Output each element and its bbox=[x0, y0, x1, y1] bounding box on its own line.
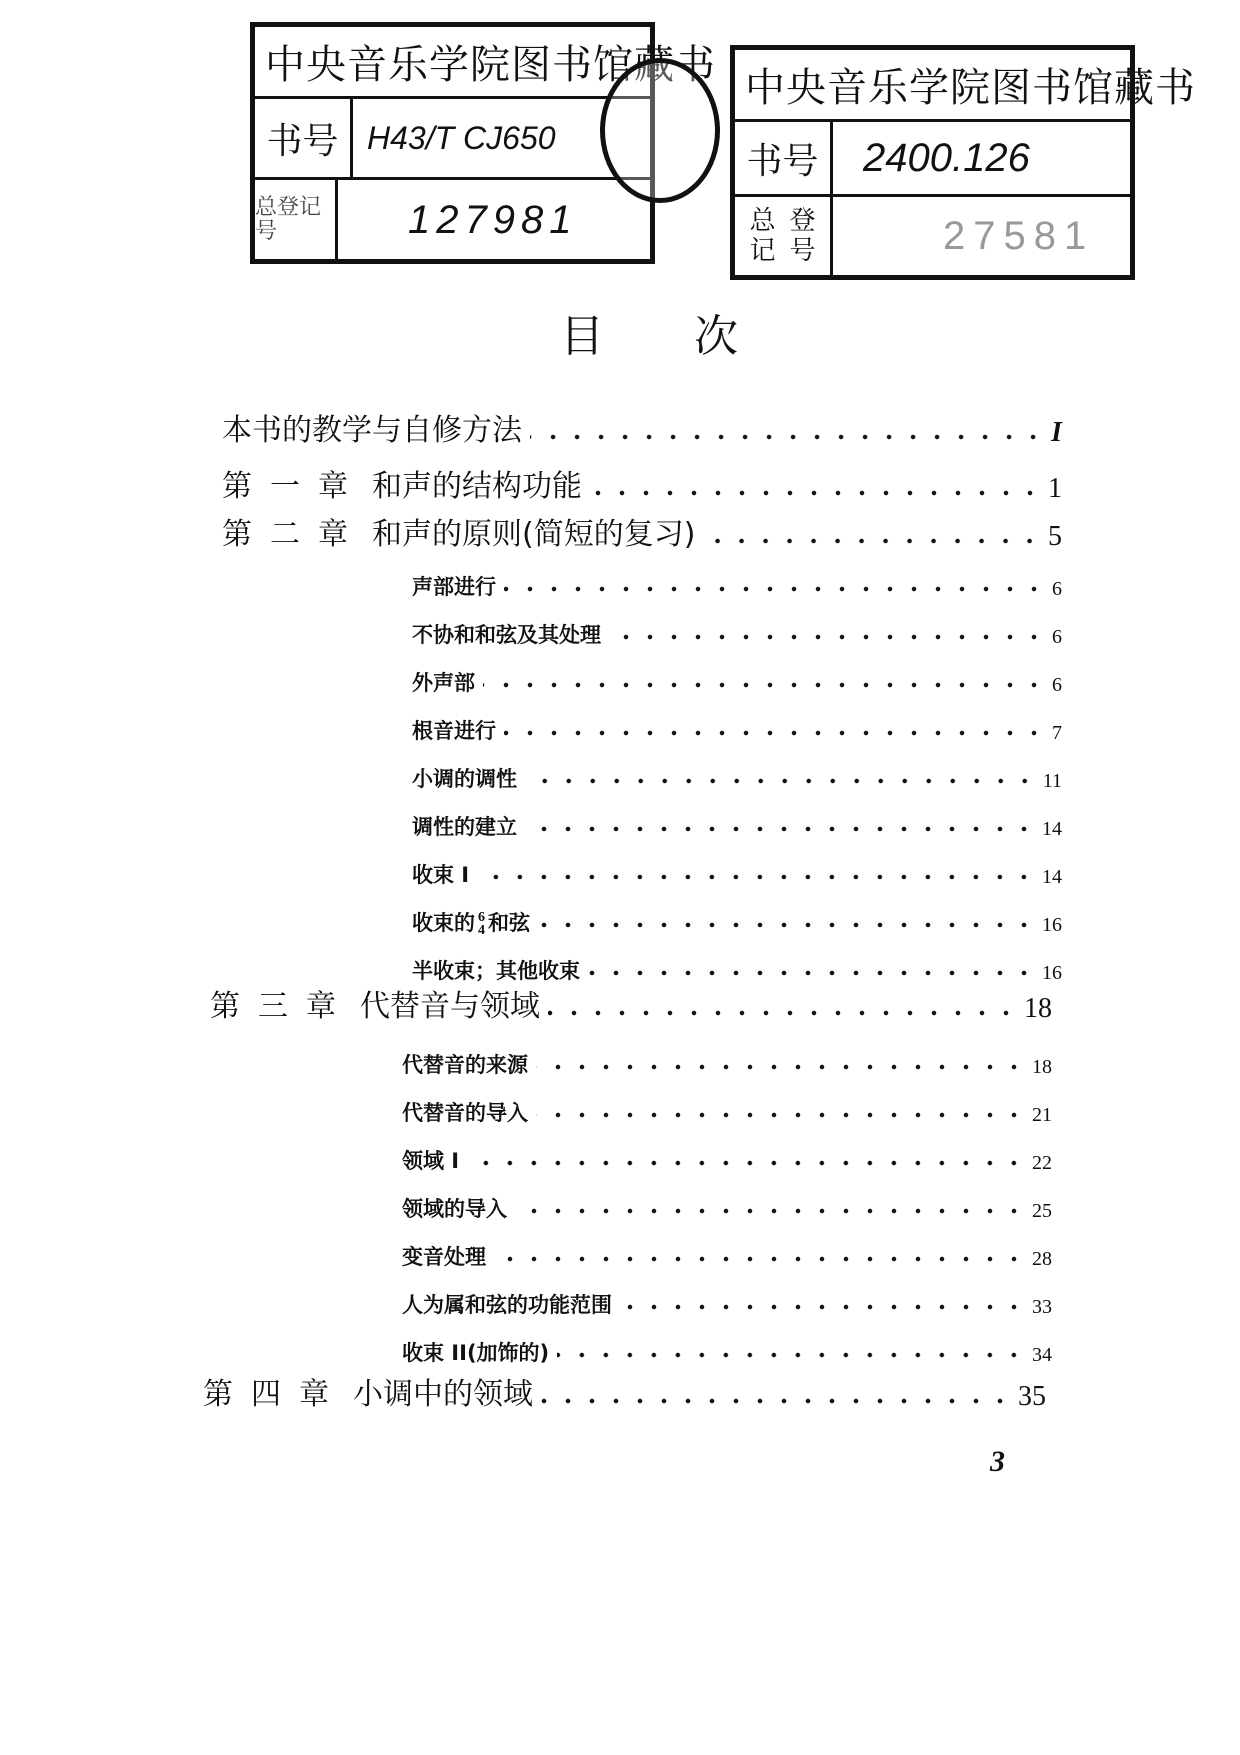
toc-page-number: 6 bbox=[1052, 674, 1062, 696]
dot-leader bbox=[536, 1111, 1026, 1119]
stamp-reg-number: 127981 bbox=[408, 197, 578, 242]
label-text: 收束 II(加饰的) bbox=[402, 1341, 550, 1365]
label-text: 和弦 bbox=[488, 911, 530, 935]
toc-entry bbox=[402, 1235, 1052, 1271]
chapter-number: 第二章 bbox=[222, 517, 366, 552]
toc-page-number: 6 bbox=[1052, 626, 1062, 648]
stamp-reg-label bbox=[735, 197, 833, 275]
toc-entry-label bbox=[412, 763, 517, 793]
figured-bass-fraction bbox=[478, 911, 485, 937]
label-text: 领域 I bbox=[402, 1149, 460, 1173]
toc-entry-label bbox=[412, 571, 496, 601]
toc-page-number: 1 bbox=[1048, 473, 1062, 504]
toc-entry bbox=[412, 949, 1062, 985]
toc-entry bbox=[402, 1187, 1052, 1223]
toc-page-number: 18 bbox=[1024, 993, 1052, 1024]
stamp-reg-number: 27581 bbox=[943, 213, 1095, 258]
page-number: 3 bbox=[990, 1445, 1005, 1478]
frac-den: 4 bbox=[478, 923, 485, 938]
toc-page-number: 22 bbox=[1032, 1152, 1052, 1174]
stamp-title: 中央音乐学院图书馆藏书 bbox=[735, 50, 1130, 122]
label-text: 调性的建立 bbox=[412, 815, 517, 839]
toc-page-number: 34 bbox=[1032, 1344, 1052, 1366]
label-text: 人为属和弦的功能范围 bbox=[402, 1293, 612, 1317]
dot-leader bbox=[467, 1159, 1026, 1167]
stamp-call-label: 书号 bbox=[255, 99, 353, 177]
toc-page-number: 14 bbox=[1042, 818, 1062, 840]
toc-entry bbox=[412, 853, 1062, 889]
toc-entry bbox=[402, 1043, 1052, 1079]
dot-leader bbox=[504, 585, 1046, 593]
toc-entry-label bbox=[402, 1193, 507, 1223]
label-text: 收束 I bbox=[412, 863, 470, 887]
toc-page-number: 5 bbox=[1048, 521, 1062, 552]
label-text: 外声部 bbox=[412, 671, 475, 695]
toc-entry-label bbox=[402, 1337, 549, 1367]
label-text: 和声的结构功能 bbox=[372, 469, 582, 504]
chapter-number: 第四章 bbox=[203, 1377, 347, 1412]
toc-page-number: 16 bbox=[1042, 962, 1062, 984]
toc-page-number: 6 bbox=[1052, 578, 1062, 600]
label-text: 收束的 bbox=[412, 911, 475, 935]
dot-leader bbox=[536, 1063, 1026, 1071]
stamp-reg-label: 总登记号 bbox=[255, 180, 338, 260]
label-text: 代替音的导入 bbox=[402, 1101, 528, 1125]
toc-entry bbox=[402, 1139, 1052, 1175]
stamp-call-number: H43/T CJ650 bbox=[367, 119, 556, 156]
toc-page-number: 25 bbox=[1032, 1200, 1052, 1222]
toc-entry-label bbox=[412, 715, 496, 745]
toc-entry bbox=[412, 757, 1062, 793]
toc-entry bbox=[412, 565, 1062, 601]
toc-entry-label bbox=[203, 1369, 533, 1413]
label-text: 小调中的领域 bbox=[353, 1377, 533, 1412]
library-stamp-left bbox=[250, 22, 716, 264]
toc-entry-label bbox=[412, 811, 517, 841]
label-text: 本书的教学与自修方法 bbox=[222, 413, 522, 448]
toc-entry bbox=[222, 413, 1062, 449]
toc-page-number: 18 bbox=[1032, 1056, 1052, 1078]
toc-entry-label bbox=[402, 1289, 612, 1319]
toc-chapter-entry bbox=[203, 1377, 1046, 1413]
toc-entry-label bbox=[210, 981, 540, 1025]
label-text: 代替音与领域 bbox=[360, 989, 540, 1024]
toc-entry-label bbox=[402, 1145, 459, 1175]
label-text: 根音进行 bbox=[412, 719, 496, 743]
toc-page-number: 21 bbox=[1032, 1104, 1052, 1126]
toc-chapter-entry bbox=[222, 517, 1062, 553]
toc-entry bbox=[412, 805, 1062, 841]
dot-leader bbox=[530, 433, 1045, 441]
toc-entry bbox=[402, 1331, 1052, 1367]
dot-leader bbox=[703, 537, 1042, 545]
dot-leader bbox=[541, 1397, 1012, 1405]
stamp-call-number: 2400.126 bbox=[863, 135, 1030, 180]
chapter-number: 第三章 bbox=[210, 989, 354, 1024]
toc-entry-label bbox=[222, 509, 695, 553]
stamp-title: 中央音乐学院图书馆藏书 bbox=[255, 27, 650, 99]
toc-entry bbox=[412, 709, 1062, 745]
label-text: 变音处理 bbox=[402, 1245, 486, 1269]
dot-leader bbox=[504, 729, 1046, 737]
dot-leader bbox=[557, 1351, 1026, 1359]
toc-entry bbox=[412, 613, 1062, 649]
toc-entry-label bbox=[402, 1049, 528, 1079]
stamp-call-label: 书号 bbox=[735, 122, 833, 194]
toc-entry-label bbox=[402, 1241, 486, 1271]
toc-entry bbox=[402, 1283, 1052, 1319]
dot-leader bbox=[477, 873, 1036, 881]
toc-page-number: 33 bbox=[1032, 1296, 1052, 1318]
circular-seal bbox=[600, 58, 720, 203]
stamp-reg-label-d: 号 bbox=[789, 236, 816, 266]
dot-leader bbox=[588, 969, 1036, 977]
toc-entry-label bbox=[412, 907, 530, 937]
dot-leader bbox=[525, 825, 1036, 833]
label-text: 不协和和弦及其处理 bbox=[412, 623, 601, 647]
toc-entry-label bbox=[412, 859, 469, 889]
dot-leader bbox=[515, 1207, 1026, 1215]
toc-entry-label bbox=[222, 405, 522, 449]
toc-entry bbox=[412, 901, 1062, 937]
toc-page-number: 28 bbox=[1032, 1248, 1052, 1270]
toc-page-number: 14 bbox=[1042, 866, 1062, 888]
library-stamp-right bbox=[730, 45, 1196, 280]
dot-leader bbox=[494, 1255, 1026, 1263]
dot-leader bbox=[538, 921, 1036, 929]
label-text: 代替音的来源 bbox=[402, 1053, 528, 1077]
dot-leader bbox=[525, 777, 1037, 785]
label-text: 小调的调性 bbox=[412, 767, 517, 791]
label-text: 半收束；其他收束 bbox=[412, 959, 580, 983]
toc-entry-label bbox=[412, 667, 475, 697]
toc-entry-label bbox=[402, 1097, 528, 1127]
label-text: 和声的原则(简短的复习) bbox=[372, 517, 696, 552]
toc-page-number: 11 bbox=[1042, 770, 1062, 792]
toc-entry-label bbox=[412, 619, 601, 649]
stamp-reg-label-c: 记 bbox=[749, 236, 776, 266]
toc-page-number: 7 bbox=[1052, 722, 1062, 744]
dot-leader bbox=[609, 633, 1046, 641]
frac-num: 6 bbox=[478, 910, 485, 925]
dot-leader bbox=[590, 489, 1042, 497]
toc-entry-label bbox=[222, 461, 582, 505]
toc-chapter-entry bbox=[210, 989, 1052, 1025]
dot-leader bbox=[483, 681, 1046, 689]
label-text: 领域的导入 bbox=[402, 1197, 507, 1221]
toc-chapter-entry bbox=[222, 469, 1062, 505]
dot-leader bbox=[620, 1303, 1026, 1311]
stamp-reg-label-a: 总 bbox=[749, 206, 776, 236]
toc-page-number: I bbox=[1051, 417, 1062, 448]
toc-page-number: 35 bbox=[1018, 1381, 1046, 1412]
toc-page-number: 16 bbox=[1042, 914, 1062, 936]
label-text: 声部进行 bbox=[412, 575, 496, 599]
dot-leader bbox=[548, 1009, 1018, 1017]
page-title: 目次 bbox=[560, 311, 828, 362]
chapter-number: 第一章 bbox=[222, 469, 366, 504]
toc-entry bbox=[402, 1091, 1052, 1127]
toc-entry bbox=[412, 661, 1062, 697]
stamp-reg-label-b: 登 bbox=[789, 206, 816, 236]
